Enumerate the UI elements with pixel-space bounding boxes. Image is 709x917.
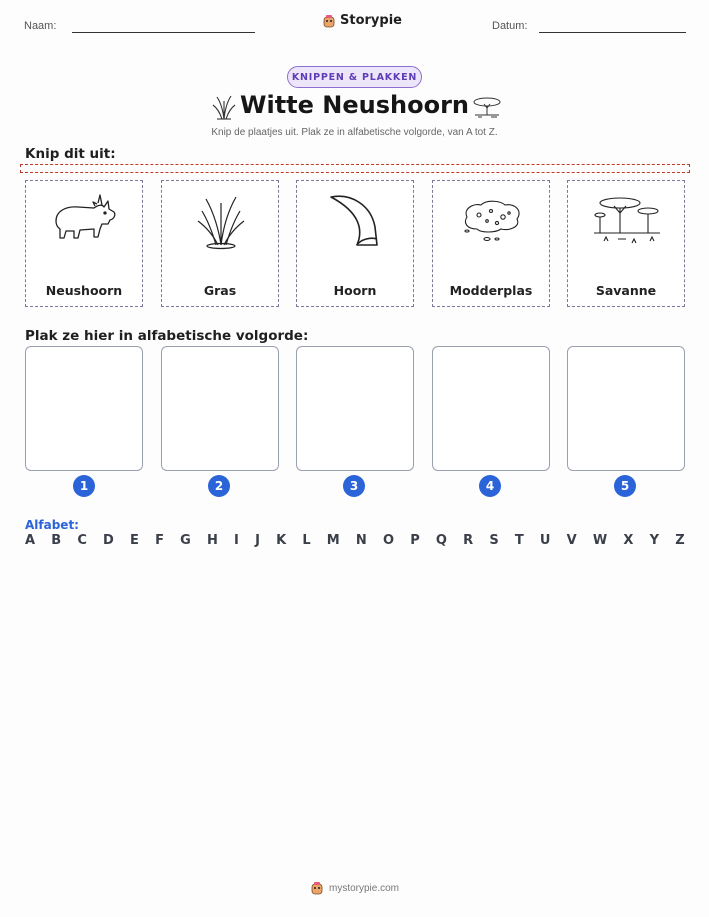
alphabet-letter: V <box>566 533 577 548</box>
cut-card-neushoorn[interactable] <box>25 180 143 307</box>
alphabet-letter: O <box>382 533 395 548</box>
instructions: Knip de plaatjes uit. Plak ze in alfabetische volgorde, van A tot Z. <box>211 127 498 138</box>
rhino-icon <box>50 191 120 251</box>
alphabet-letter: G <box>180 533 191 548</box>
number-badge: 5 <box>614 475 636 497</box>
paste-box-1[interactable] <box>25 346 143 471</box>
storypie-mascot-icon <box>322 14 336 28</box>
cut-card-savanne[interactable] <box>567 180 685 307</box>
grass-icon <box>186 191 256 251</box>
number-badge: 4 <box>479 475 501 497</box>
footer <box>0 881 709 895</box>
card-label: Neushoorn <box>45 283 123 298</box>
alphabet-letter: A <box>25 533 36 548</box>
alphabet-letter: T <box>514 533 524 548</box>
alphabet-letter: Q <box>435 533 447 548</box>
activity-badge: KNIPPEN & PLAKKEN <box>287 66 422 88</box>
card-label: Modderplas <box>449 283 533 298</box>
mud-puddle-icon <box>457 191 527 251</box>
alphabet-letter: I <box>234 533 239 548</box>
brand-logo <box>322 13 402 28</box>
alphabet-letter: M <box>326 533 340 548</box>
alphabet-letter: K <box>276 533 287 548</box>
cut-heading: Knip dit uit: <box>25 146 116 162</box>
number-badge: 1 <box>73 475 95 497</box>
alphabet-letter: E <box>130 533 139 548</box>
alphabet-letter: Y <box>649 533 660 548</box>
paste-heading: Plak ze hier in alfabetische volgorde: <box>25 328 309 344</box>
alphabet-letter: F <box>155 533 164 548</box>
card-label: Savanne <box>595 283 657 298</box>
alphabet-row <box>25 533 685 548</box>
alphabet-letter: U <box>539 533 551 548</box>
cut-card-modderplas[interactable] <box>432 180 550 307</box>
acacia-tree-deco-icon <box>472 95 502 119</box>
alphabet-heading: Alfabet: <box>25 518 79 532</box>
date-label: Datum: <box>492 20 528 32</box>
alphabet-letter: Z <box>675 533 685 548</box>
name-line[interactable] <box>72 32 255 33</box>
cut-card-hoorn[interactable] <box>296 180 414 307</box>
footer-url[interactable]: mystorypie.com <box>328 882 399 894</box>
number-badge: 2 <box>208 475 230 497</box>
paste-box-2[interactable] <box>161 346 279 471</box>
date-line[interactable] <box>539 32 686 33</box>
alphabet-letter: S <box>489 533 499 548</box>
alphabet-letter: L <box>302 533 311 548</box>
alphabet-letter: N <box>355 533 367 548</box>
cut-card-gras[interactable] <box>161 180 279 307</box>
card-label: Hoorn <box>333 283 377 298</box>
number-badge: 3 <box>343 475 365 497</box>
name-label: Naam: <box>24 20 57 32</box>
alphabet-letter: W <box>592 533 608 548</box>
paste-box-3[interactable] <box>296 346 414 471</box>
brand-name: Storypie <box>340 13 402 28</box>
alphabet-letter: X <box>623 533 634 548</box>
paste-box-5[interactable] <box>567 346 685 471</box>
alphabet-letter: B <box>51 533 62 548</box>
page-title: Witte Neushoorn <box>240 91 469 119</box>
alphabet-letter: R <box>463 533 474 548</box>
paste-box-4[interactable] <box>432 346 550 471</box>
savanna-icon <box>592 191 662 251</box>
alphabet-letter: D <box>103 533 114 548</box>
alphabet-letter: J <box>255 533 260 548</box>
alphabet-letter: C <box>77 533 87 548</box>
cut-line <box>20 164 690 173</box>
alphabet-letter: P <box>410 533 420 548</box>
storypie-mascot-icon <box>310 881 324 895</box>
alphabet-letter: H <box>206 533 218 548</box>
card-label: Gras <box>203 283 237 298</box>
horn-icon <box>321 191 391 251</box>
